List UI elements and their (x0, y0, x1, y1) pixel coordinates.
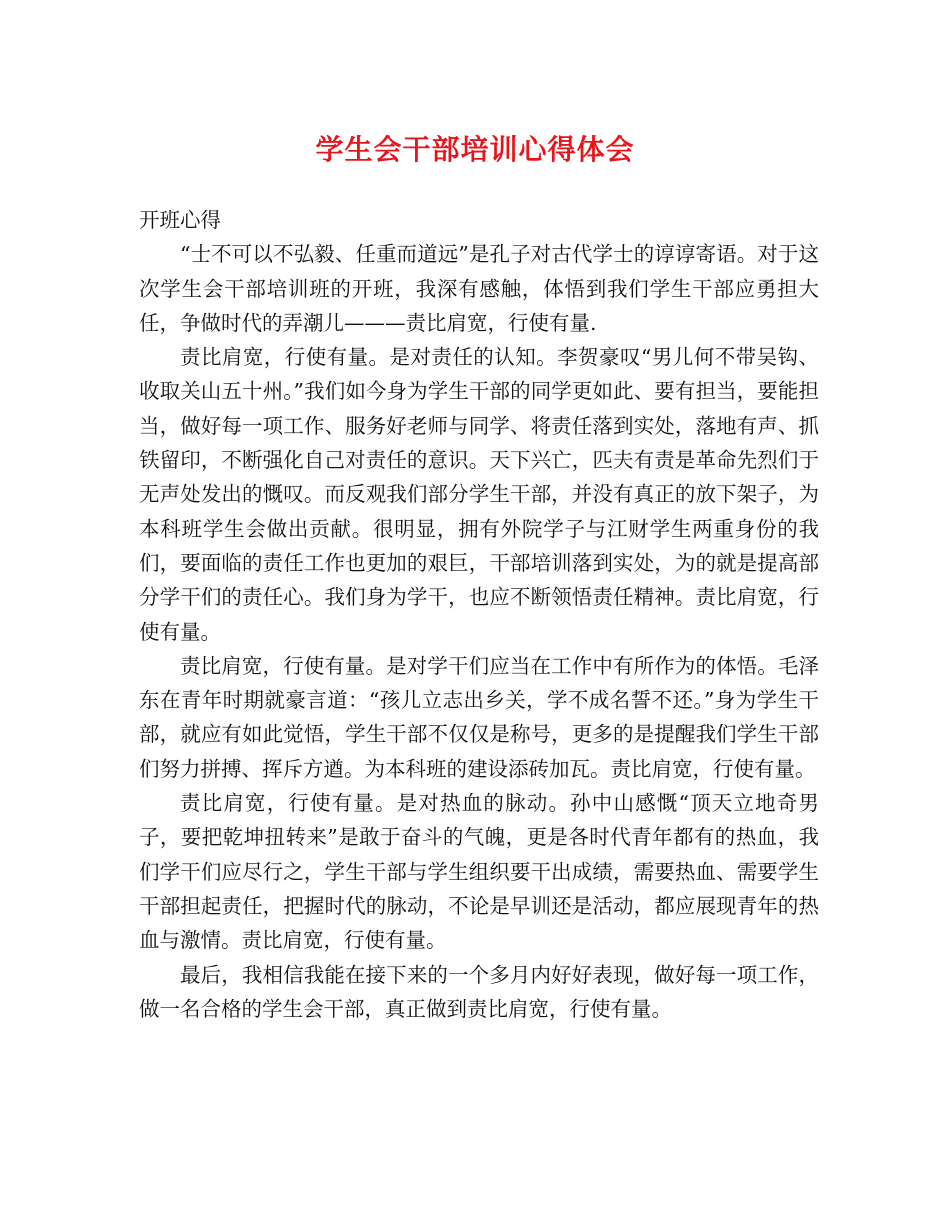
document-title: 学生会干部培训心得体会 (315, 133, 635, 166)
section-heading: 开班心得 (139, 208, 221, 232)
document-body (139, 203, 819, 1026)
paragraph-5: 最后，我相信我能在接下来的一个多月内好好表现，做好每一项工作，做一名合格的学生会干部，真正做到责比肩宽，行使有量。 (139, 962, 819, 1021)
paragraph-3: 责比肩宽，行使有量。是对学干们应当在工作中有所作为的体悟。毛泽东在青年时期就豪言道：“孩儿立志出乡关，学不成名誓不还。”身为学生干部，就应有如此觉悟，学生干部不仅仅是称号，更多的是提醒我们学生干部们努力拼搏、挥斥方遒。为本科班的建设添砖加瓦。责比肩宽，行使有量。 (139, 653, 819, 781)
paragraph-2: 责比肩宽，行使有量。是对责任的认知。李贺豪叹“男儿何不带吴钩、收取关山五十州。”我们如今身为学生干部的同学更如此、要有担当，要能担当，做好每一项工作、服务好老师与同学、将责任落到实处，落地有声、抓铁留印，不断强化自己对责任的意识。天下兴亡，匹夫有责是革命先烈们于无声处发出的慨叹。而反观我们部分学生干部，并没有真正的放下架子，为本科班学生会做出贡献。很明显，拥有外院学子与江财学生两重身份的我们，要面临的责任工作也更加的艰巨，干部培训落到实处，为的就是提高部分学干们的责任心。我们身为学干，也应不断领悟责任精神。责比肩宽，行使有量。 (139, 345, 819, 644)
paragraph-4: 责比肩宽，行使有量。是对热血的脉动。孙中山感慨“顶天立地奇男子，要把乾坤扭转来”是敢于奋斗的气魄，更是各时代青年都有的热血，我们学干们应尽行之，学生干部与学生组织要干出成绩，需要热血、需要学生干部担起责任，把握时代的脉动，不论是早训还是活动，都应展现青年的热血与激情。责比肩宽，行使有量。 (139, 791, 819, 953)
paragraph-1: “士不可以不弘毅、任重而道远”是孔子对古代学士的谆谆寄语。对于这次学生会干部培训班的开班，我深有感触，体悟到我们学生干部应勇担大任，争做时代的弄潮儿———责比肩宽，行使有量. (139, 242, 819, 335)
